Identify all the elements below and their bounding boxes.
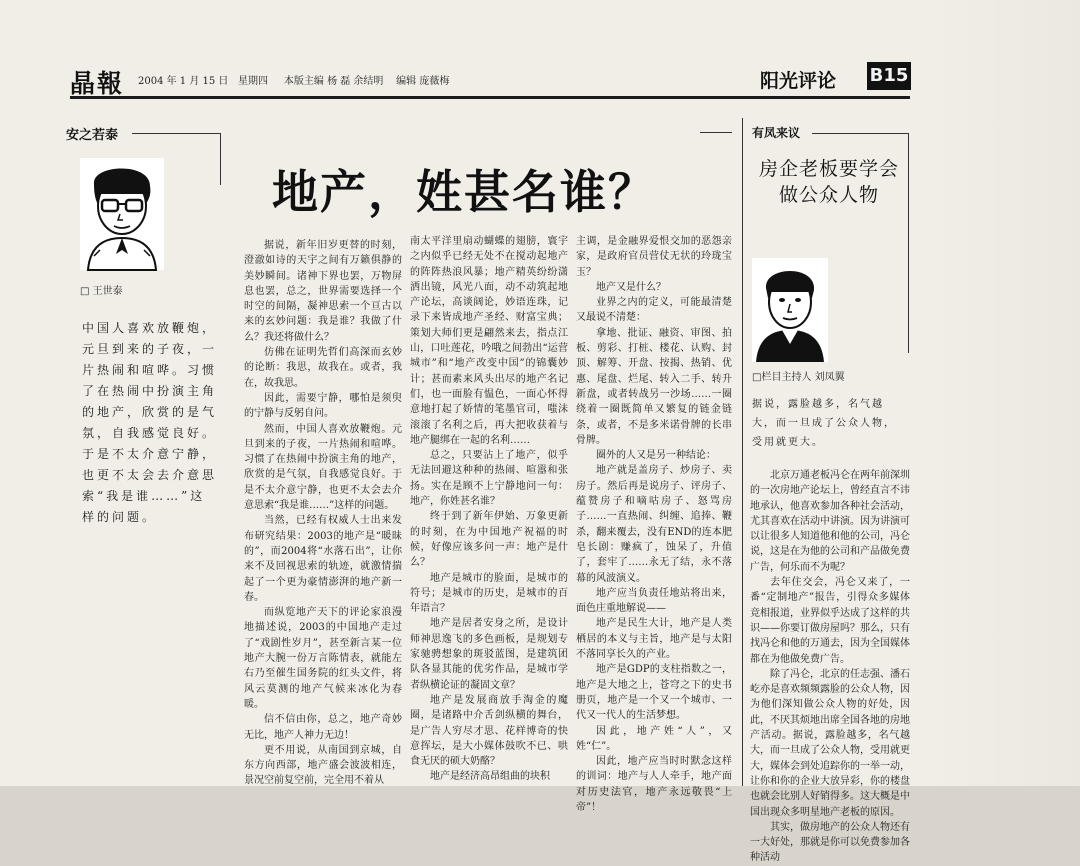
paragraph: 拿地、批证、融资、审图、拍板、剪彩、打桩、楼花、认购、封顶、解筹、开盘、按揭、热销、优惠、尾盘、烂尾、转入二手、转升新盘，或者转战另一沙场……一圈绕着一圈既简单又繁复的链金链条，或者，不是多米诺骨牌的长串骨牌。 xyxy=(576,327,732,446)
paragraph: 仿佛在证明先哲们高深而玄妙的论断：我思，故我在。或者，我在，故我思。 xyxy=(244,347,402,389)
columnist-portrait xyxy=(80,158,164,270)
left-vertical-rule xyxy=(220,133,221,185)
page-number-badge: B15 xyxy=(867,62,911,90)
masthead xyxy=(70,62,910,99)
paragraph: 因此，地产应当时时默念这样的训词：地产与人人牵手，地产面对历史法官，地产永远敬畏“上帝”！ xyxy=(576,756,732,813)
paragraph: 南太平洋里扇动蝴蝶的翅膀，寰宇之内似乎已经无处不在搅动起地产的阵阵热浪风暴；地产精英纷纷潇洒出镜，风光八面，动不动筑起地产论坛，高谈阔论，妙语连珠，记录下来皆成地产圣经、财富宝典；策划大师们更是翩然来去，指点江山，口吐莲花，吟哦之间勃出“运营城市”和“地产改变中国”的锦囊妙计；甚而素来风头出尽的地产名记们，也一面脸有愠色，一面心怀得意地打起了娇情的笔墨官司，嗤沫滚滚了名利之后，再大把收获着与地产腿绑在一起的名利…… xyxy=(410,236,568,446)
paragraph: 北京万通老板冯仑在两年前深圳的一次房地产论坛上，曾经直言不讳地承认，他喜欢参加各种社会活动，尤其喜欢在活动中讲演。因为讲演可以让很多人知道他和他的公司，冯仑说，这是在为他的公司和产品做免费广告，何乐而不为呢？ xyxy=(750,470,910,573)
host-caption: □栏目主持人 刘凤翼 xyxy=(752,372,845,383)
paragraph: 更不用说，从南国到京城，自东方向西部，地产盛会波波相连，景况空前复空前，完全用不着从 xyxy=(244,744,402,787)
right-column-name: 有凤来议 xyxy=(752,126,801,140)
issue-date: 2004 年 1 月 15 日 xyxy=(138,76,229,87)
paragraph: 地产就是盖房子、炒房子、卖房子。然后再是说房子、评房子、蕴赞房子和嘀咕房子、怒骂房子……一直热闹、纠缠、追捧、鞭杀，翻来覆去，没有END的连本肥皂长剧：赚疯了，蚀呆了，升值了，套牢了……永无了结，永不落幕的风波演义。 xyxy=(576,465,732,584)
chief-editor: 本版主编 杨 磊 余结明 xyxy=(283,76,384,87)
paragraph: 地产应当负责任地站将出来，面色庄重地解说—— xyxy=(576,587,732,615)
paragraph: 地产是城市的脸面，是城市的符号；是城市的历史，是城市的百年语言？ xyxy=(410,572,568,615)
right-column-title: 房企老板要学会做公众人物 xyxy=(758,158,899,206)
right-column-body xyxy=(750,468,910,864)
newspaper-logo: 晶報 xyxy=(70,69,125,98)
right-header-rule xyxy=(812,133,908,134)
paragraph: 地产是民生大计，地产是人类栖居的本义与主旨，地产是与太阳不落同享长久的产业。 xyxy=(576,618,732,661)
left-header-rule xyxy=(132,133,220,134)
paragraph: 主调，是金融界爱恨交加的恶怨亲家，是政府官员营仗无状的玲珑宝玉？ xyxy=(576,236,732,278)
paragraph: 其实，做房地产的公众人物还有一大好处，那就是你可以免费参加各种活动 xyxy=(750,821,910,864)
host-portrait xyxy=(752,258,828,362)
dateline xyxy=(138,72,449,87)
article-column-2 xyxy=(410,234,568,786)
section-title: 阳光评论 xyxy=(760,70,837,92)
paragraph: 因此，地产姓“人”，又姓“仁”。 xyxy=(576,725,732,752)
paragraph: 圈外的人又是另一种结论： xyxy=(596,450,716,462)
article-column-1 xyxy=(244,238,402,786)
paragraph: 地产是经济高昂组曲的块积 xyxy=(430,771,550,783)
paragraph: 据说，新年旧岁更替的时刻，澄澈如诗的天宇之间有万籁俱静的美妙瞬间。诸神下界也罢，万物屏息也罢，总之，世界需要选择一个时空的间隔，凝神思索一个亘古以来的玄妙问题：我是谁？我做了什么？我还将做什么？ xyxy=(244,240,402,343)
paragraph: 而纵览地产天下的评论家浪漫地描述说，2003的中国地产走过了“戏剧性岁月”，甚至新言某一位地产大腕一份万言陈情表，就能左右乃至催生国务院的红头文件，将风云莫测的地产气候来冰化为春暖。 xyxy=(244,607,402,710)
left-column-blurb: 中国人喜欢放鞭炮，元旦到来的子夜，一片热闹和喧哗。习惯了在热闹中扮演主角的地产，欣赏的是气氛，自我感觉良好。于是不太介意宁静，也更不太会去介意思索“我是谁……”这样的问题。 xyxy=(82,321,218,524)
left-column-name: 安之若泰 xyxy=(66,128,119,143)
issue-weekday: 星期四 xyxy=(237,76,268,87)
paragraph: 信不信由你，总之，地产奇妙无比，地产人神力无边！ xyxy=(244,714,402,741)
right-column-quote: 据说，露脸越多，名气越大，而一旦成了公众人物，受用就更大。 xyxy=(752,399,896,448)
paragraph: 业界之内的定义，可能最清楚又最说不清楚： xyxy=(576,297,732,324)
paragraph: 因此，需要宁静，哪怕是须臾的宁静与反躬自问。 xyxy=(244,392,402,420)
paragraph: 去年住交会，冯仑又来了，一番“定制地产”报告，引得众多媒体竞相报道，业界似乎达成了这样的共识——你要订做房屋吗？那么，只有找冯仑和他的万通去，因为全国媒体都在为他做免费广告。 xyxy=(750,577,910,665)
columnist-caption: □ 王世泰 xyxy=(80,286,123,297)
paragraph: 当然，已经有权威人士出来发布研究结果：2003的地产是“暖昧的”，而2004将“水落石出”，让你来不及回视思索的轨迹，就激情揣起了一个更为豪情澎湃的地产新一春。 xyxy=(244,515,402,603)
paragraph: 终于到了新年伊始、万象更新的时刻，在为中国地产祝福的时候，好像应该多问一声：地产是什么？ xyxy=(410,511,568,569)
paragraph: 地产是发展商放手淘金的魔圈，是诸路中介舌剑纵横的舞台，是广告人穷尽才思、花样博奇的快意挥坛，是大小媒体鼓吹不已、哄食无厌的硕大奶酪？ xyxy=(410,694,568,768)
paragraph: 地产是居者安身之所，是设计师神思逸飞的多色画板，是规划专家驰骋想象的斑驳蓝图，是建筑团队各显其能的优劣作品，是城市学者纵横论证的凝固文章？ xyxy=(410,618,568,691)
article-column-3 xyxy=(576,234,732,813)
right-column-divider xyxy=(742,118,743,786)
paragraph: 总之，只要沾上了地产，似乎无法回避这种种的热闹、喧嚣和张扬。实在是顾不上宁静地问一句：地产，你姓甚名谁？ xyxy=(410,450,568,508)
right-box-rule xyxy=(908,133,909,353)
paper-edge-shading xyxy=(930,0,1080,786)
paragraph: 然而，中国人喜欢放鞭炮。元旦到来的子夜，一片热闹和喧哗。习惯了在热闹中扮演主角的地产，欣赏的是气氛，自我感觉良好。于是不太介意宁静，也更不太会去介意思索“我是谁……”这样的问题。 xyxy=(244,423,402,512)
paragraph: 除了冯仑，北京的任志强、潘石屹亦是喜欢频频露脸的公众人物，因为他们深知做公众人物的好处，因此，不厌其烦地出席全国各地的房地产活动。据说，露脸越多，名气越大，而一旦成了公众人物，受用就更大，媒体会到处追踪你的一举一动，让你和你的企业大放异彩，你的楼盘也就会比别人好销得多。这大概是中国出现众多明星地产老板的原因。 xyxy=(750,668,910,818)
page-editor: 编辑 庞薇梅 xyxy=(396,76,450,87)
article-headline: 地产，姓甚名谁？ xyxy=(272,165,656,219)
paragraph: 地产又是什么？ xyxy=(596,281,666,293)
paragraph: 地产是GDP的支柱指数之一，地产是大地之上，苍穹之下的史书册页，地产是一个又一个城市、一代又一代人的生活梦想。 xyxy=(576,664,732,722)
headline-top-rule xyxy=(700,132,732,133)
